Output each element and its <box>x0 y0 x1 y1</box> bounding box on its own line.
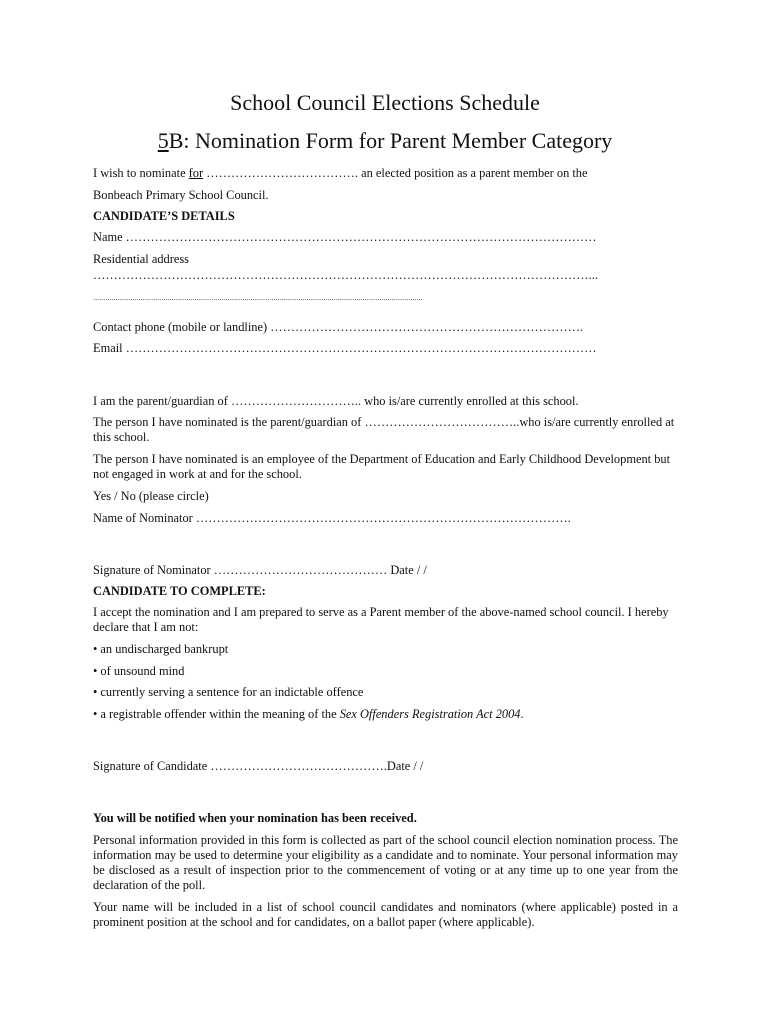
email-field[interactable]: Email …………………………………………………………………………………………………… <box>93 341 597 355</box>
residential-address-label: Residential address <box>93 252 190 266</box>
candidate-complete-heading: CANDIDATE TO COMPLETE: <box>93 584 266 598</box>
school-name-line: Bonbeach Primary School Council. <box>93 188 269 202</box>
nominator-name-field[interactable]: Name of Nominator ………………………………………………………………………………. <box>93 511 571 525</box>
notification-notice: You will be notified when your nomination has been received. <box>93 811 417 825</box>
declaration-item: • currently serving a sentence for an indictable offence <box>93 685 364 699</box>
yes-no-choice[interactable]: Yes / No (please circle) <box>93 489 209 503</box>
employee-statement: The person I have nominated is an employee of the Department of Education and Early Childhood Development but not engaged in work at and for the school. <box>93 452 671 481</box>
act-name: Sex Offenders Registration Act 2004 <box>339 707 521 721</box>
form-subtitle-text: B: Nomination Form for Parent Member Category <box>168 128 613 153</box>
nominate-position-text: ………………………………. an elected position as a parent member on the <box>203 166 588 180</box>
form-number: 5 <box>157 128 169 153</box>
page-title: School Council Elections Schedule <box>230 90 540 115</box>
nominate-for: for <box>188 166 204 180</box>
declaration-item: • of unsound mind <box>93 664 185 678</box>
residential-address-line-1[interactable]: …………………………………………………………………………………………………………... <box>93 268 598 282</box>
nominate-text: I wish to nominate <box>93 166 189 180</box>
candidate-name-field[interactable]: Name …………………………………………………………………………………………………… <box>93 230 597 244</box>
declaration-item-end: . <box>520 707 524 721</box>
declaration-item-text: • a registrable offender within the meaning of the <box>93 707 340 721</box>
candidate-signature-field[interactable]: Signature of Candidate …………………………………….Date / / <box>93 759 424 773</box>
declaration-item <box>93 707 524 722</box>
acceptance-declaration: I accept the nomination and I am prepared to serve as a Parent member of the above-named school council. I hereby declare that I am not: <box>93 605 669 634</box>
residential-address-line-2[interactable]: ............................................................................................................................................................... <box>93 293 423 302</box>
candidate-details-heading: CANDIDATE’S DETAILS <box>93 209 235 223</box>
nominator-signature-field[interactable]: Signature of Nominator …………………………………… Date / / <box>93 563 427 577</box>
form-subtitle <box>0 128 770 154</box>
nominate-line <box>93 166 588 181</box>
contact-phone-field[interactable]: Contact phone (mobile or landline) …………………………………………………………………. <box>93 320 584 334</box>
privacy-statement: Personal information provided in this form is collected as part of the school council election nomination process. The information may be used to determine your eligibility as a candidate and to nominate. Your personal information may be disclosed as a result of inspection prior to the commencement of voting or at any time up to one year from the declaration of the poll. <box>93 833 678 892</box>
declaration-item: • an undischarged bankrupt <box>93 642 229 656</box>
ballot-statement: Your name will be included in a list of school council candidates and nominators (where applicable) posted in a prominent position at the school and for candidates, on a ballot paper (where applicable). <box>93 900 678 929</box>
nominee-parent-field[interactable]: The person I have nominated is the parent/guardian of ………………………………..who is/are currently enrolled at this school. <box>93 415 675 444</box>
parent-of-field[interactable]: I am the parent/guardian of ………………………….. who is/are currently enrolled at this school. <box>93 394 579 408</box>
